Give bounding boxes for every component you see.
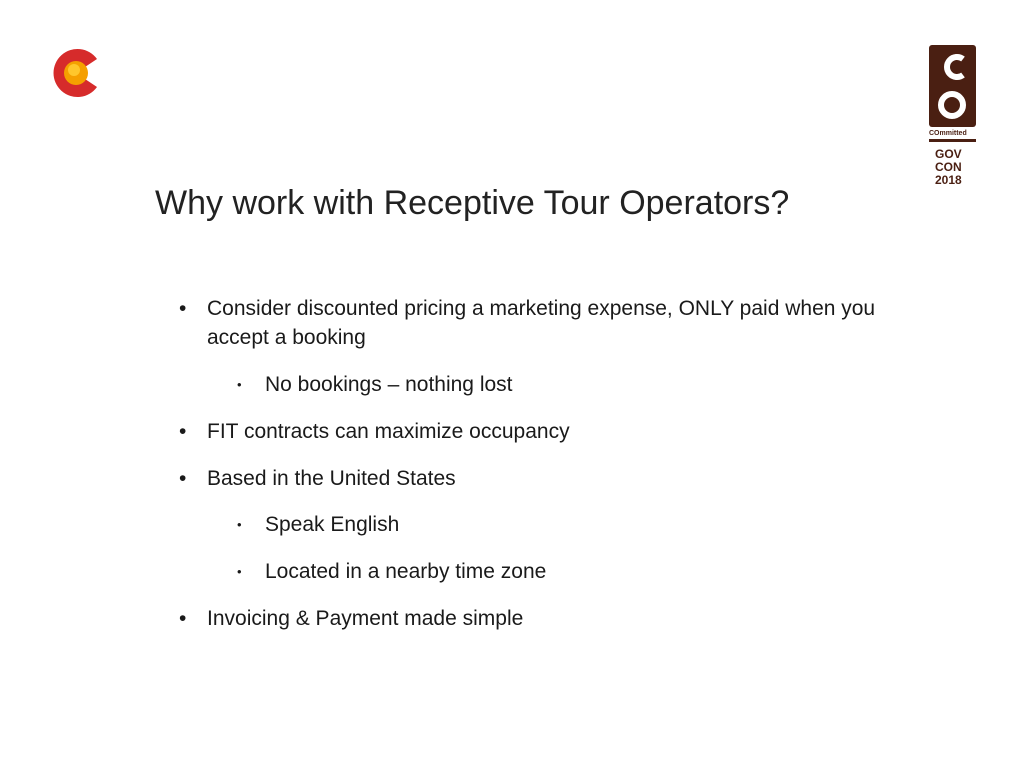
bullet-dot: • [179, 607, 187, 630]
bullet-item [179, 417, 887, 446]
badge-line-year: 2018 [935, 173, 962, 187]
bullet-text: Located in a nearby time zone [265, 560, 547, 583]
bullet-dot: • [179, 297, 187, 320]
bullet-dot: • [237, 517, 242, 532]
bullet-item [179, 294, 887, 352]
bullet-dot: • [179, 467, 187, 490]
bullet-dot: • [237, 564, 242, 579]
bullet-item [179, 604, 887, 633]
bullet-dot: • [179, 420, 187, 443]
bullet-item [237, 510, 865, 539]
bullet-text: Based in the United States [207, 467, 456, 490]
badge-line-gov: GOV [935, 147, 962, 161]
bullet-text: Speak English [265, 513, 400, 536]
bullet-item [237, 370, 865, 399]
bullet-text: Invoicing & Payment made simple [207, 607, 524, 630]
bullet-text: Consider discounted pricing a marketing expense, ONLY paid when you accept a booking [207, 297, 876, 349]
bullet-text: No bookings – nothing lost [265, 373, 513, 396]
badge-line-con: CON [935, 160, 962, 174]
bullet-text: FIT contracts can maximize occupancy [207, 420, 570, 443]
badge-subtitle: COmmitted [929, 130, 967, 137]
bullet-dot: • [237, 377, 242, 392]
bullet-item [237, 557, 865, 586]
slide-title: Why work with Receptive Tour Operators? [155, 184, 790, 222]
bullet-item [179, 464, 887, 493]
